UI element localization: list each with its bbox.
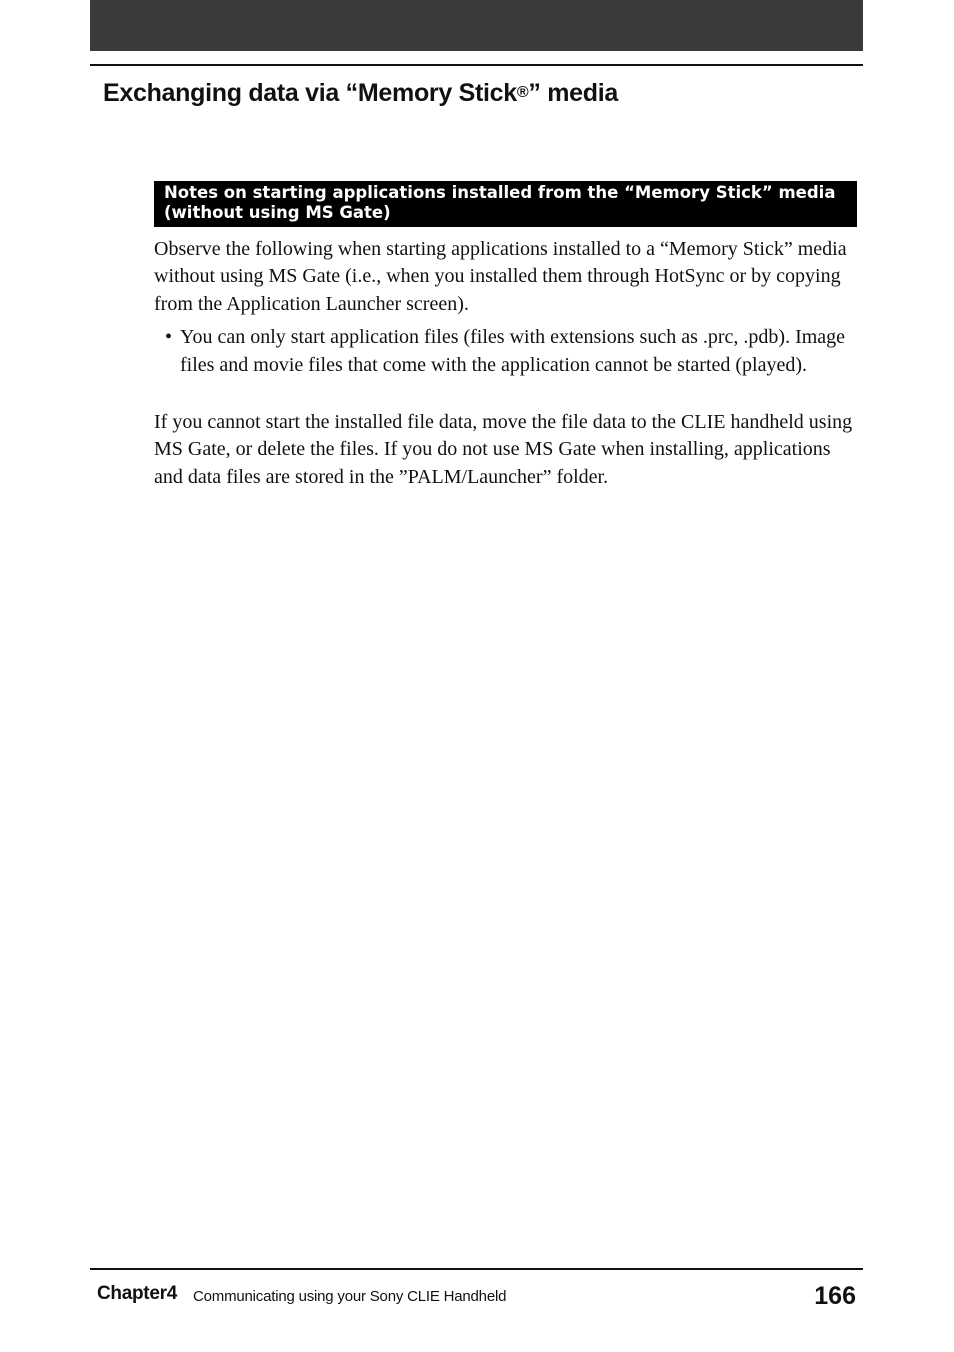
page-title-text: Exchanging data via “Memory Stick xyxy=(103,79,517,107)
section-heading-line2: (without using MS Gate) xyxy=(164,203,391,222)
bullet-icon: • xyxy=(165,326,173,349)
section-heading-line1: Notes on starting applications installed from the “Memory Stick” media xyxy=(164,183,836,202)
body-content xyxy=(154,236,854,491)
list-item-text: You can only start application files (files with extensions such as .prc, .pdb). Image files and movie files that come with the application cannot be started (played). xyxy=(180,326,846,376)
footer-rule xyxy=(90,1268,863,1270)
page-number: 166 xyxy=(814,1282,856,1310)
list-item xyxy=(165,324,854,379)
intro-paragraph: Observe the following when starting applications installed to a “Memory Stick” media without using MS Gate (i.e., when you installed them through HotSync or by copying from the Application Launcher screen). xyxy=(154,238,847,315)
footer-subtitle: Communicating using your Sony CLIE Handheld xyxy=(193,1288,507,1305)
page-title xyxy=(103,74,618,116)
section-heading xyxy=(154,181,857,227)
footer-chapter: Chapter4 xyxy=(97,1283,177,1304)
header-bar xyxy=(90,0,863,51)
page-title-end: ” media xyxy=(528,79,618,107)
registered-mark: ® xyxy=(516,84,529,101)
header-rule xyxy=(90,64,863,66)
bullet-list xyxy=(154,324,854,379)
second-paragraph: If you cannot start the installed file data, move the file data to the CLIE handheld using MS Gate, or delete the files. If you do not use MS Gate when installing, applications and data files are stored in the ”PALM/Launcher” folder. xyxy=(154,411,853,488)
